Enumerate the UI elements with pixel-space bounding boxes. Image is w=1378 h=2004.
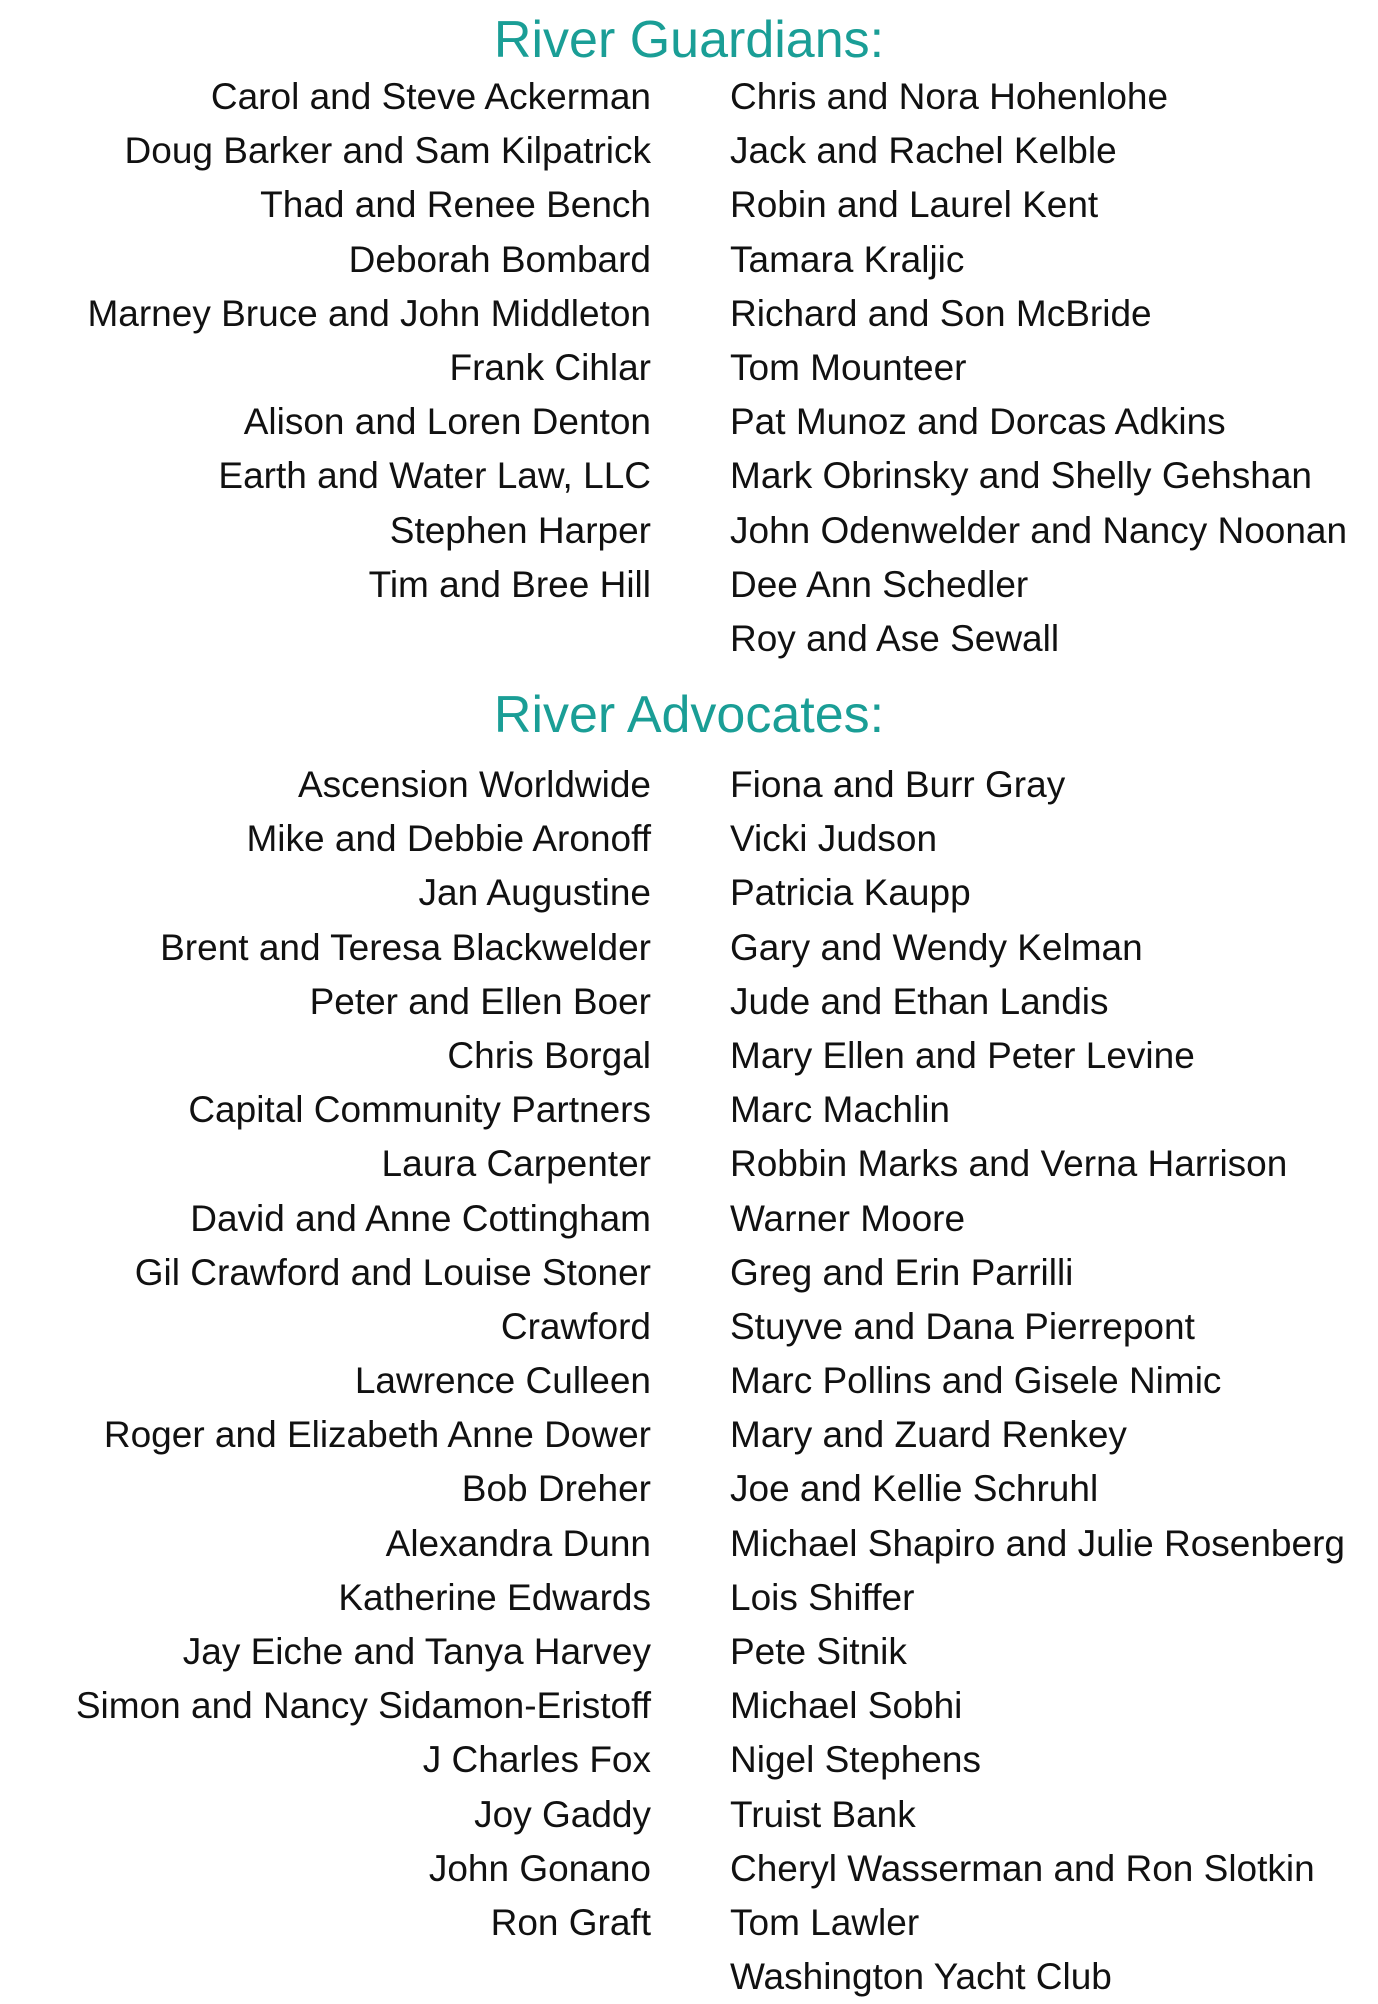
donor-name: Chris Borgal — [447, 1034, 651, 1076]
donor-name: Alison and Loren Denton — [243, 401, 651, 443]
donor-name: Katherine Edwards — [338, 1576, 651, 1618]
donor-name: Laura Carpenter — [381, 1143, 651, 1185]
donor-name: Tamara Kraljic — [730, 238, 965, 280]
donor-name: Simon and Nancy Sidamon-Eristoff — [75, 1685, 651, 1727]
donor-name: Chris and Nora Hohenlohe — [730, 76, 1169, 117]
donor-name: Patricia Kaupp — [730, 872, 971, 914]
donor-name: Michael Sobhi — [730, 1685, 963, 1727]
donor-name: Stuyve and Dana Pierrepont — [730, 1305, 1195, 1347]
donor-name: Fiona and Burr Gray — [730, 764, 1066, 805]
donor-name: Mark Obrinsky and Shelly Gehshan — [730, 455, 1312, 497]
donor-name: Jan Augustine — [418, 872, 651, 914]
donor-name: Ascension Worldwide — [297, 764, 651, 805]
donor-name: David and Anne Cottingham — [190, 1197, 651, 1239]
donor-name: Thad and Renee Bench — [260, 184, 651, 226]
donor-name: Mary Ellen and Peter Levine — [730, 1034, 1195, 1076]
donor-name: John Odenwelder and Nancy Noonan — [730, 509, 1348, 551]
donor-name: Gil Crawford and Louise Stoner — [134, 1251, 651, 1293]
donor-name: Cheryl Wasserman and Ron Slotkin — [730, 1847, 1315, 1889]
donor-name: Roy and Ase Sewall — [730, 617, 1060, 659]
donor-name: Tim and Bree Hill — [368, 563, 651, 605]
section-heading-river-guardians: River Guardians: — [493, 11, 885, 69]
donor-name: Marc Pollins and Gisele Nimic — [730, 1360, 1222, 1402]
donor-name: Robin and Laurel Kent — [730, 184, 1099, 226]
donor-name: Gary and Wendy Kelman — [730, 926, 1143, 968]
donor-name: Tom Lawler — [730, 1901, 920, 1943]
donor-name: Richard and Son McBride — [730, 292, 1152, 334]
donor-name: Pat Munoz and Dorcas Adkins — [730, 401, 1226, 443]
donor-name: Doug Barker and Sam Kilpatrick — [124, 130, 651, 172]
donor-name: Peter and Ellen Boer — [309, 980, 651, 1022]
donor-name: Jack and Rachel Kelble — [730, 130, 1117, 172]
donor-name: Frank Cihlar — [449, 346, 651, 388]
donor-name: Stephen Harper — [389, 509, 651, 551]
donor-name: Brent and Teresa Blackwelder — [160, 926, 651, 968]
donor-name: Bob Dreher — [461, 1468, 651, 1510]
advocates-right-column — [730, 758, 1378, 2004]
donor-name: Carol and Steve Ackerman — [210, 76, 651, 117]
donor-name: Alexandra Dunn — [385, 1522, 651, 1564]
donor-name: Warner Moore — [730, 1197, 966, 1239]
donor-name: Truist Bank — [730, 1793, 916, 1835]
donor-name: Roger and Elizabeth Anne Dower — [103, 1414, 651, 1456]
donor-name: Greg and Erin Parrilli — [730, 1251, 1074, 1293]
donor-name: Marc Machlin — [730, 1089, 950, 1131]
donor-name: Mike and Debbie Aronoff — [246, 818, 651, 860]
donor-name: Ron Graft — [490, 1901, 651, 1943]
donor-name: Tom Mounteer — [730, 346, 967, 388]
donor-name: Marney Bruce and John Middleton — [87, 292, 651, 334]
donor-name: Washington Yacht Club — [730, 1956, 1112, 1998]
donor-name: Vicki Judson — [730, 818, 938, 860]
donor-name: Earth and Water Law, LLC — [218, 455, 651, 497]
donor-name: Mary and Zuard Renkey — [730, 1414, 1127, 1456]
donor-name: Deborah Bombard — [348, 238, 651, 280]
donor-name: Jude and Ethan Landis — [730, 980, 1109, 1022]
advocates-left-column — [0, 758, 651, 1950]
donor-name: Michael Shapiro and Julie Rosenberg — [730, 1522, 1345, 1564]
donor-name: J Charles Fox — [422, 1739, 651, 1781]
donor-name: Crawford — [500, 1305, 651, 1347]
donor-name: Robbin Marks and Verna Harrison — [730, 1143, 1288, 1185]
section-heading-river-advocates: River Advocates: — [493, 686, 885, 744]
donor-name: Jay Eiche and Tanya Harvey — [182, 1631, 651, 1672]
donor-name: Joy Gaddy — [474, 1793, 651, 1835]
guardians-right-column — [730, 70, 1378, 666]
donor-name: Lois Shiffer — [730, 1576, 915, 1618]
donor-name: Dee Ann Schedler — [730, 563, 1029, 605]
donor-name: Joe and Kellie Schruhl — [730, 1468, 1099, 1510]
donor-name: Capital Community Partners — [188, 1089, 651, 1131]
donor-name: John Gonano — [428, 1847, 651, 1889]
guardians-left-column — [0, 70, 651, 612]
donor-name: Pete Sitnik — [730, 1631, 907, 1672]
donor-name: Nigel Stephens — [730, 1739, 981, 1781]
donor-name: Lawrence Culleen — [354, 1360, 651, 1402]
